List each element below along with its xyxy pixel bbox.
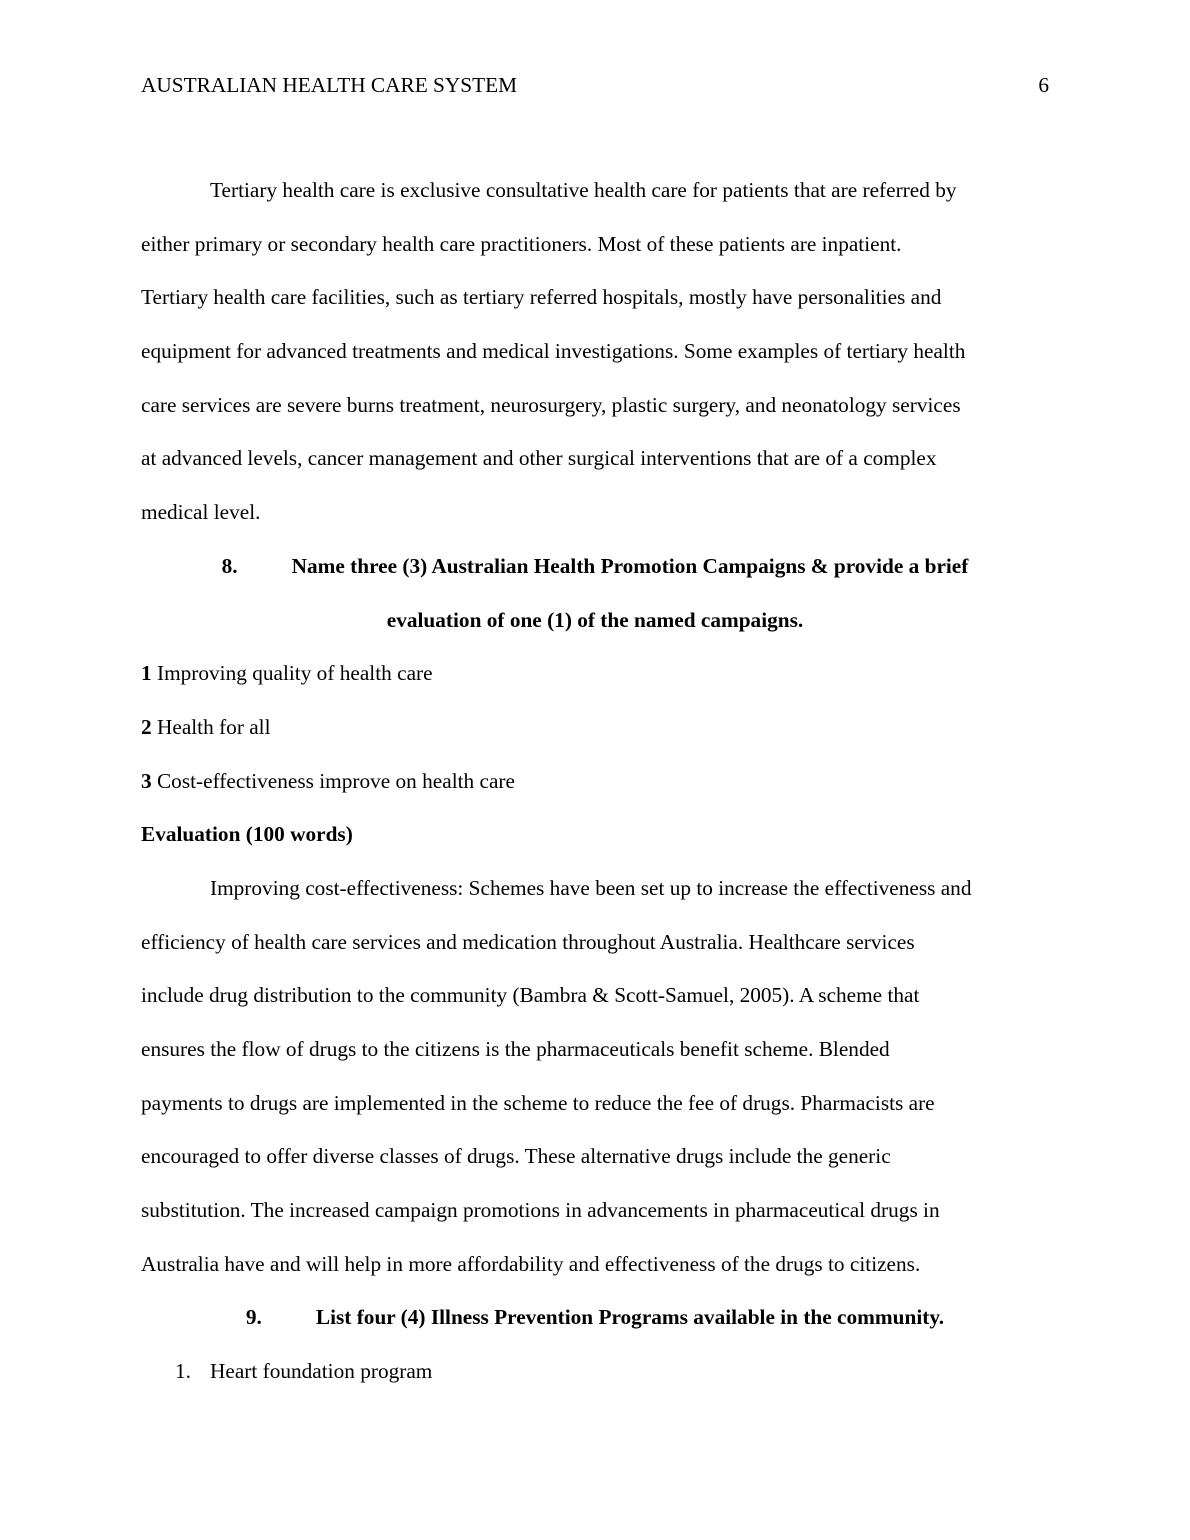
campaign-number: 2 bbox=[141, 714, 152, 739]
paragraph-line: encouraged to offer diverse classes of drugs. These alternative drugs include the generic bbox=[141, 1144, 891, 1169]
program-list bbox=[141, 1345, 1049, 1399]
page-body bbox=[141, 164, 1049, 1399]
page-number: 6 bbox=[1038, 73, 1049, 97]
paragraph-line: efficiency of health care services and medication throughout Australia. Healthcare services bbox=[141, 929, 915, 954]
campaign-item bbox=[141, 701, 1049, 755]
paragraph-line: at advanced levels, cancer management and other surgical interventions that are of a complex bbox=[141, 446, 937, 471]
campaign-text: Cost-effectiveness improve on health care bbox=[151, 768, 515, 793]
question-8-heading bbox=[141, 540, 1049, 647]
paragraph-line: either primary or secondary health care practitioners. Most of these patients are inpatient. bbox=[141, 231, 902, 256]
evaluation-paragraph bbox=[141, 862, 1049, 1292]
paragraph-line: Tertiary health care facilities, such as tertiary referred hospitals, mostly have personalities and bbox=[141, 285, 942, 310]
campaign-number: 1 bbox=[141, 661, 152, 686]
campaign-text: Improving quality of health care bbox=[151, 661, 433, 686]
campaign-number: 3 bbox=[141, 768, 152, 793]
paragraph-line: ensures the flow of drugs to the citizens is the pharmaceuticals benefit scheme. Blended bbox=[141, 1037, 890, 1061]
evaluation-heading: Evaluation (100 words) bbox=[141, 822, 353, 847]
paragraph-line: equipment for advanced treatments and medical investigations. Some examples of tertiary health bbox=[141, 339, 966, 364]
campaign-item bbox=[141, 755, 1049, 809]
paragraph-line: payments to drugs are implemented in the scheme to reduce the fee of drugs. Pharmacists are bbox=[141, 1090, 935, 1115]
program-item bbox=[141, 1345, 1049, 1399]
page-header bbox=[141, 70, 1049, 100]
paragraph-line: Improving cost-effectiveness: Schemes have been set up to increase the effectiveness and bbox=[210, 875, 972, 900]
campaign-list bbox=[141, 647, 1049, 808]
paragraph-line: medical level. bbox=[141, 500, 261, 525]
campaign-item bbox=[141, 647, 1049, 701]
campaign-text: Health for all bbox=[151, 714, 271, 739]
paragraph-line: Australia have and will help in more affordability and effectiveness of the drugs to citizens. bbox=[141, 1251, 921, 1276]
paragraph-line: substitution. The increased campaign promotions in advancements in pharmaceutical drugs in bbox=[141, 1198, 940, 1223]
question-8-text-line1: Name three (3) Australian Health Promotion Campaigns & provide a brief bbox=[291, 553, 969, 578]
question-9-text: List four (4) Illness Prevention Programs available in the community. bbox=[315, 1305, 945, 1330]
running-head: AUSTRALIAN HEALTH CARE SYSTEM bbox=[141, 73, 518, 97]
paragraph-line: care services are severe burns treatment, neurosurgery, plastic surgery, and neonatology services bbox=[141, 392, 961, 417]
paragraph-line: include drug distribution to the community (Bambra & Scott-Samuel, 2005). A scheme that bbox=[141, 983, 920, 1008]
question-9-number: 9. bbox=[245, 1305, 262, 1330]
question-8-text-line2: evaluation of one (1) of the named campaigns. bbox=[386, 607, 804, 632]
tertiary-paragraph bbox=[141, 164, 1049, 540]
question-9-heading bbox=[141, 1291, 1049, 1345]
question-8-number: 8. bbox=[221, 553, 238, 578]
paragraph-line: Tertiary health care is exclusive consultative health care for patients that are referred by bbox=[210, 178, 957, 202]
program-text: Heart foundation program bbox=[210, 1359, 433, 1384]
program-marker: 1. bbox=[175, 1359, 191, 1384]
